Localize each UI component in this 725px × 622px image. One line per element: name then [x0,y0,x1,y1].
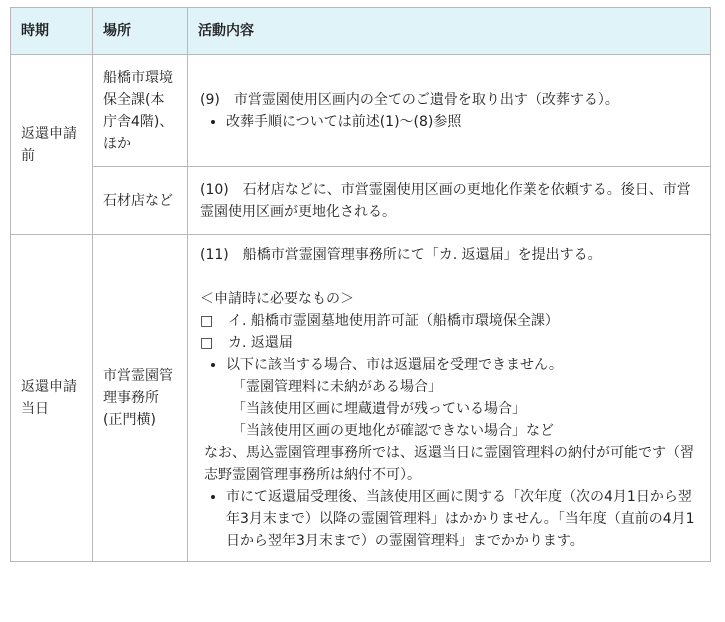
procedure-table [10,7,711,562]
case-line: 「当該使用区画に埋蔵遺骨が残っている場合」 [232,401,526,417]
table-row [11,55,711,167]
place-cell: 市営霊園管理事務所(正門横) [93,235,188,562]
bullet-item: • 市にて返還届受理後、当該使用区画に関する「次年度（次の4月1日から翌年3月末まで）以降の霊園管理料」はかかりません。「当年度（直前の4月1日から翌年3月末まで）の霊園管理料」までかかります。 [226,486,700,552]
bullet-list [200,111,700,133]
period-cell: 返還申請前 [11,55,93,235]
spacer [200,266,700,288]
checklist-label: イ. 船橋市霊園墓地使用許可証（船橋市環境保全課） [228,313,559,329]
header-period: 時期 [11,8,93,55]
table-row [11,167,711,235]
case-line: 「当該使用区画の更地化が確認できない場合」など [232,423,554,439]
table-header-row [11,8,711,55]
case-line: 「霊園管理料に未納がある場合」 [232,379,442,395]
bullet-intro: 以下に該当する場合、市は返還届を受理できません。 [226,357,563,373]
activity-cell [188,235,711,562]
bullet-list [200,354,700,442]
bullet-item [226,354,700,442]
header-place: 場所 [93,8,188,55]
place-cell: 船橋市環境保全課(本庁舎4階)、ほか [93,55,188,167]
place-cell: 石材店など [93,167,188,235]
checklist-item [200,332,700,354]
payment-note: なお、馬込霊園管理事務所では、返還当日に霊園管理料の納付が可能です（習志野霊園管理事務所は納付不可）。 [204,445,694,483]
checklist-label: カ. 返還届 [228,335,293,351]
activity-main: (9) 市営霊園使用区画内の全てのご遺骨を取り出す（改葬する）。 [200,91,619,108]
activity-main: (11) 船橋市営霊園管理事務所にて「カ. 返還届」を提出する。 [200,247,602,263]
header-activity: 活動内容 [188,8,711,55]
activity-cell [188,167,711,235]
bullet-list [200,486,700,552]
required-heading: ＜申請時に必要なもの＞ [200,291,354,307]
period-cell: 返還申請当日 [11,235,93,562]
table-row [11,235,711,562]
checkbox-icon: □ [200,313,214,329]
checklist-item [200,310,700,332]
activity-cell [188,55,711,167]
bullet-item: • 改葬手順については前述(1)〜(8)参照 [226,111,700,133]
activity-main: (10) 石材店などに、市営霊園使用区画の更地化作業を依頼する。後日、市営霊園使用区画が更地化される。 [200,181,691,220]
checkbox-icon: □ [200,335,214,351]
